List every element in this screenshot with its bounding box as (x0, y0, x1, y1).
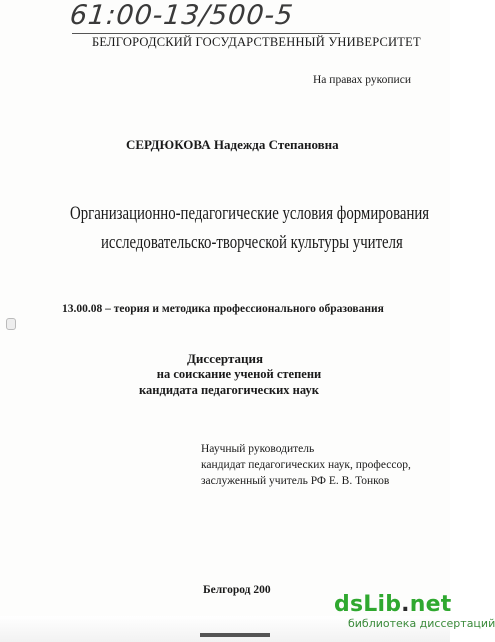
watermark-subtitle: библиотека диссертаций (348, 617, 495, 630)
supervisor-name: заслуженный учитель РФ Е. В. Тонков (201, 475, 390, 487)
supervisor-degree: кандидат педагогических наук, профессор, (201, 459, 411, 471)
degree-line-1: на соискание ученой степени (156, 367, 322, 381)
scan-artifact-mark (200, 633, 270, 637)
dslib-watermark-logo[interactable] (334, 593, 495, 630)
handwritten-archive-code: 61:00-13/500-5 (68, 0, 296, 31)
city-year: Белгород 200 (203, 584, 271, 596)
binding-hole-mark (6, 318, 16, 330)
author-given-names: Надежда Степановна (213, 137, 339, 152)
supervisor-label: Научный руководитель (201, 443, 315, 455)
specialty-code: 13.00.08 – теория и методика профессионального образования (62, 303, 384, 315)
dissertation-title-line-2: исследовательско-творческой культуры учителя (101, 232, 403, 253)
watermark-brand-tld: net (409, 592, 452, 617)
manuscript-rights-note: На правах рукописи (313, 74, 411, 86)
university-name: БЕЛГОРОДСКИЙ ГОСУДАРСТВЕННЫЙ УНИВЕРСИТЕТ (92, 35, 421, 49)
degree-line-2: кандидата педагогических наук (139, 383, 319, 397)
handwritten-underline (72, 33, 340, 34)
watermark-brand-main: dsLib (334, 592, 402, 617)
dissertation-title-line-1: Организационно-педагогические условия формирования (70, 203, 430, 224)
watermark-brand-dot: . (401, 592, 410, 617)
author-name (126, 137, 339, 153)
dissertation-label: Диссертация (186, 351, 264, 366)
watermark-brand (334, 593, 451, 617)
author-surname: СЕРДЮКОВА (126, 137, 211, 152)
